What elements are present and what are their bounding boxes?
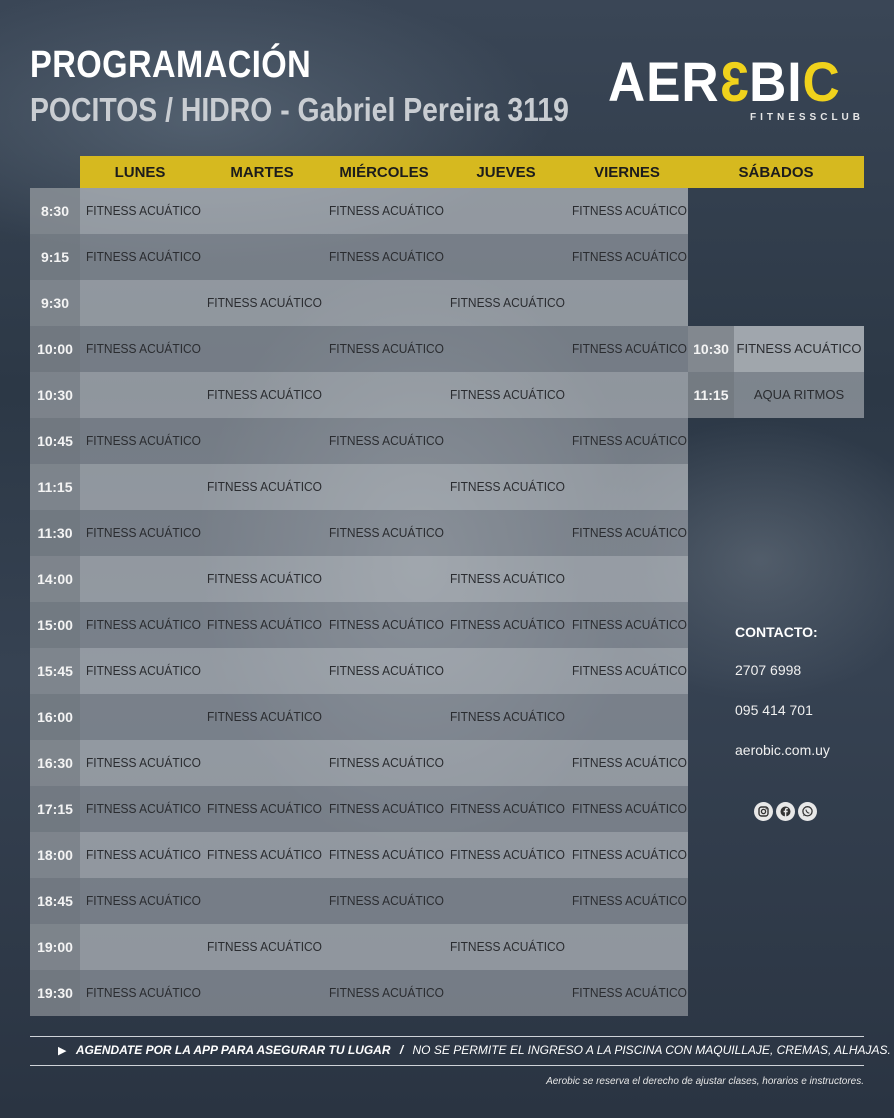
notice-separator: /	[399, 1043, 404, 1057]
schedule-row	[30, 234, 688, 280]
class-cell[interactable]: FITNESS ACUÁTICO	[329, 847, 444, 862]
saturday-schedule	[688, 326, 864, 418]
schedule-row	[30, 464, 688, 510]
saturday-class[interactable]: FITNESS ACUÁTICO	[736, 341, 862, 356]
schedule-row	[30, 924, 688, 970]
contact-phone-2[interactable]: 095 414 701	[735, 702, 813, 718]
schedule-row	[30, 694, 688, 740]
class-cell[interactable]: FITNESS ACUÁTICO	[572, 847, 687, 862]
class-cell[interactable]: FITNESS ACUÁTICO	[86, 985, 201, 1000]
class-cell[interactable]: FITNESS ACUÁTICO	[572, 617, 687, 632]
class-cell[interactable]: FITNESS ACUÁTICO	[86, 249, 201, 264]
aerobic-logo: AER3BIC FITNESSCLUB	[608, 50, 864, 123]
class-cell[interactable]: FITNESS ACUÁTICO	[86, 617, 201, 632]
class-cell[interactable]: FITNESS ACUÁTICO	[329, 203, 444, 218]
class-cell[interactable]: FITNESS ACUÁTICO	[86, 525, 201, 540]
schedule-row	[30, 832, 688, 878]
time-slot: 14:00	[30, 556, 80, 602]
class-cell[interactable]: FITNESS ACUÁTICO	[86, 755, 201, 770]
notice-bar	[58, 1043, 891, 1057]
location-subtitle: POCITOS / HIDRO - Gabriel Pereira 3119	[30, 91, 569, 128]
time-slot: 9:15	[30, 234, 80, 280]
time-slot: 16:00	[30, 694, 80, 740]
time-slot: 10:00	[30, 326, 80, 372]
class-cell[interactable]: FITNESS ACUÁTICO	[572, 249, 687, 264]
class-cell[interactable]: FITNESS ACUÁTICO	[207, 801, 322, 816]
time-slot: 18:45	[30, 878, 80, 924]
day-header: MARTES	[230, 164, 294, 181]
schedule-row	[30, 786, 688, 832]
class-cell[interactable]: FITNESS ACUÁTICO	[329, 755, 444, 770]
page-title: PROGRAMACIÓN	[30, 44, 312, 86]
class-cell[interactable]: FITNESS ACUÁTICO	[207, 847, 322, 862]
time-slot: 15:45	[30, 648, 80, 694]
class-cell[interactable]: FITNESS ACUÁTICO	[207, 939, 322, 954]
class-cell[interactable]: FITNESS ACUÁTICO	[450, 387, 565, 402]
class-cell[interactable]: FITNESS ACUÁTICO	[572, 341, 687, 356]
saturday-row	[688, 326, 864, 372]
time-slot: 10:45	[30, 418, 80, 464]
time-slot: 16:30	[30, 740, 80, 786]
class-cell[interactable]: FITNESS ACUÁTICO	[572, 755, 687, 770]
class-cell[interactable]: FITNESS ACUÁTICO	[329, 525, 444, 540]
instagram-icon[interactable]	[754, 802, 773, 821]
contact-phone-1[interactable]: 2707 6998	[735, 662, 802, 678]
class-cell[interactable]: FITNESS ACUÁTICO	[329, 341, 444, 356]
class-cell[interactable]: FITNESS ACUÁTICO	[329, 433, 444, 448]
schedule-row	[30, 740, 688, 786]
class-cell[interactable]: FITNESS ACUÁTICO	[572, 893, 687, 908]
class-cell[interactable]: FITNESS ACUÁTICO	[86, 341, 201, 356]
class-cell[interactable]: FITNESS ACUÁTICO	[450, 571, 565, 586]
time-slot: 19:00	[30, 924, 80, 970]
schedule-row	[30, 648, 688, 694]
class-cell[interactable]: FITNESS ACUÁTICO	[207, 709, 322, 724]
time-slot: 8:30	[30, 188, 80, 234]
saturday-row	[688, 372, 864, 418]
day-header: VIERNES	[594, 164, 660, 181]
class-cell[interactable]: FITNESS ACUÁTICO	[86, 663, 201, 678]
time-slot: 9:30	[30, 280, 80, 326]
day-header: SÁBADOS	[738, 164, 814, 181]
schedule-row	[30, 326, 688, 372]
schedule-row	[30, 418, 688, 464]
time-slot: 18:00	[30, 832, 80, 878]
class-cell[interactable]: FITNESS ACUÁTICO	[207, 295, 322, 310]
contact-block	[735, 624, 830, 782]
class-cell[interactable]: FITNESS ACUÁTICO	[329, 663, 444, 678]
day-header: JUEVES	[476, 164, 536, 181]
class-cell[interactable]: FITNESS ACUÁTICO	[450, 847, 565, 862]
schedule-row	[30, 556, 688, 602]
facebook-icon[interactable]	[776, 802, 795, 821]
time-slot: 11:15	[30, 464, 80, 510]
notice-app: AGENDATE POR LA APP PARA ASEGURAR TU LUGAR	[75, 1043, 391, 1057]
class-cell[interactable]: FITNESS ACUÁTICO	[207, 617, 322, 632]
saturday-time: 11:15	[688, 372, 734, 418]
class-cell[interactable]: FITNESS ACUÁTICO	[572, 663, 687, 678]
schedule-row	[30, 510, 688, 556]
class-cell[interactable]: FITNESS ACUÁTICO	[86, 433, 201, 448]
time-slot: 17:15	[30, 786, 80, 832]
class-cell[interactable]: FITNESS ACUÁTICO	[329, 893, 444, 908]
class-cell[interactable]: FITNESS ACUÁTICO	[207, 479, 322, 494]
class-cell[interactable]: FITNESS ACUÁTICO	[450, 709, 565, 724]
class-cell[interactable]: FITNESS ACUÁTICO	[329, 801, 444, 816]
contact-website[interactable]: aerobic.com.uy	[735, 742, 830, 758]
class-cell[interactable]: FITNESS ACUÁTICO	[572, 801, 687, 816]
schedule-row	[30, 970, 688, 1016]
disclaimer: Aerobic se reserva el derecho de ajustar clases, horarios e instructores.	[546, 1076, 864, 1087]
class-cell[interactable]: FITNESS ACUÁTICO	[572, 203, 687, 218]
class-cell[interactable]: FITNESS ACUÁTICO	[450, 939, 565, 954]
class-cell[interactable]: FITNESS ACUÁTICO	[329, 985, 444, 1000]
class-cell[interactable]: FITNESS ACUÁTICO	[207, 571, 322, 586]
class-cell[interactable]: FITNESS ACUÁTICO	[86, 847, 201, 862]
time-slot: 19:30	[30, 970, 80, 1016]
schedule-row	[30, 602, 688, 648]
social-icons	[754, 802, 817, 821]
class-cell[interactable]: FITNESS ACUÁTICO	[86, 801, 201, 816]
class-cell[interactable]: FITNESS ACUÁTICO	[207, 387, 322, 402]
class-cell[interactable]: FITNESS ACUÁTICO	[450, 801, 565, 816]
contact-title: CONTACTO:	[735, 624, 818, 640]
logo-tagline: FITNESSCLUB	[750, 112, 864, 123]
play-arrow-icon: ▶	[58, 1045, 67, 1057]
days-header	[80, 156, 864, 188]
notice-pool-rules: NO SE PERMITE EL INGRESO A LA PISCINA CON MAQUILLAJE, CREMAS, ALHAJAS.	[412, 1043, 891, 1057]
schedule-row	[30, 372, 688, 418]
time-slot: 11:30	[30, 510, 80, 556]
class-cell[interactable]: FITNESS ACUÁTICO	[450, 295, 565, 310]
schedule-grid	[30, 188, 688, 1016]
schedule-row	[30, 280, 688, 326]
class-cell[interactable]: FITNESS ACUÁTICO	[572, 433, 687, 448]
time-slot: 10:30	[30, 372, 80, 418]
class-cell[interactable]: FITNESS ACUÁTICO	[329, 617, 444, 632]
divider-top	[30, 1036, 864, 1037]
class-cell[interactable]: FITNESS ACUÁTICO	[86, 203, 201, 218]
schedule-row	[30, 188, 688, 234]
day-header: MIÉRCOLES	[339, 164, 429, 181]
day-header: LUNES	[114, 164, 166, 181]
time-slot: 15:00	[30, 602, 80, 648]
class-cell[interactable]: FITNESS ACUÁTICO	[450, 479, 565, 494]
divider-bottom	[30, 1065, 864, 1066]
class-cell[interactable]: FITNESS ACUÁTICO	[86, 893, 201, 908]
class-cell[interactable]: FITNESS ACUÁTICO	[329, 249, 444, 264]
schedule-row	[30, 878, 688, 924]
whatsapp-icon[interactable]	[798, 802, 817, 821]
class-cell[interactable]: FITNESS ACUÁTICO	[572, 985, 687, 1000]
class-cell[interactable]: FITNESS ACUÁTICO	[572, 525, 687, 540]
class-cell[interactable]: FITNESS ACUÁTICO	[450, 617, 565, 632]
saturday-time: 10:30	[688, 326, 734, 372]
saturday-class[interactable]: AQUA RITMOS	[753, 387, 845, 402]
